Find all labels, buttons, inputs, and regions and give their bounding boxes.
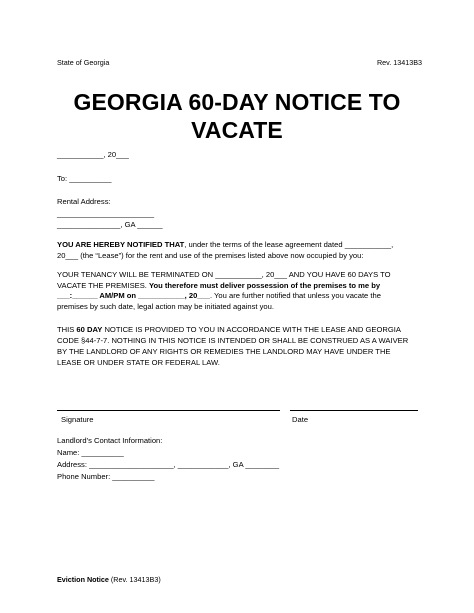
tenancy-line-4: premises by such date, legal action may be initiated against you. xyxy=(57,301,274,311)
rental-address-line-2: _______________, GA ______ xyxy=(57,219,163,229)
tenancy-line-2-bold: You therefore must deliver possession of the premises to me by xyxy=(149,280,381,290)
date-line: ___________, 20___ xyxy=(57,150,129,159)
notified-line-2: 20___ (the “Lease”) for the rent and use of the premises listed above now occupied by you: xyxy=(57,250,364,260)
footer-bold: Eviction Notice xyxy=(57,575,109,584)
clause-line-1-a: THIS xyxy=(57,325,77,334)
landlord-phone-line: Phone Number: __________ xyxy=(57,472,155,481)
tenancy-line-1: YOUR TENANCY WILL BE TERMINATED ON ___________, 20___ AND YOU HAVE 60 DAYS TO xyxy=(57,270,391,279)
footer-rest: (Rev. 13413B3) xyxy=(108,575,161,584)
signature-rule xyxy=(57,410,280,411)
header-revision: Rev. 13413B3 xyxy=(376,58,422,67)
clause-line-2: CODE §44-7-7. NOTHING IN THIS NOTICE IS INTENDED OR SHALL BE CONSTRUED AS A WAIVER xyxy=(57,336,409,345)
date-label: Date xyxy=(292,415,309,424)
rental-address-label: Rental Address: xyxy=(57,197,111,206)
tenancy-line-3 xyxy=(57,291,381,301)
date-rule xyxy=(290,410,418,411)
header-state: State of Georgia xyxy=(57,58,110,67)
clause-line-1 xyxy=(57,325,401,335)
clause-line-1-bold: 60 DAY xyxy=(76,325,103,334)
document-title-line-1: GEORGIA 60-DAY NOTICE TO xyxy=(73,89,401,115)
landlord-address-line: Address: ____________________, ____________, GA ________ xyxy=(57,460,280,469)
notified-line-1 xyxy=(57,240,393,250)
tenancy-line-3-bold: ___:______ AM/PM on ___________, 20___ xyxy=(57,291,210,300)
rental-address-line-1: _______________________ xyxy=(57,209,155,218)
footer xyxy=(57,575,161,584)
tenancy-line-2-normal: VACATE THE PREMISES. xyxy=(57,280,149,290)
clause-line-1-b: NOTICE IS PROVIDED TO YOU IN ACCORDANCE WITH THE LEASE AND GEORGIA xyxy=(102,325,401,334)
landlord-contact-label: Landlord’s Contact Information: xyxy=(57,436,163,445)
landlord-name-line: Name: __________ xyxy=(57,448,124,457)
document-title-line-2: VACATE xyxy=(191,117,283,143)
signature-label: Signature xyxy=(61,415,94,424)
to-line: To: __________ xyxy=(57,174,112,183)
notified-bold-lead: YOU ARE HEREBY NOTIFIED THAT xyxy=(57,240,185,249)
clause-line-4: LEASE OR UNDER STATE OR FEDERAL LAW. xyxy=(57,358,220,367)
clause-line-3: BY THE LANDLORD OF ANY RIGHTS OR REMEDIES THE LANDLORD MAY HAVE UNDER THE xyxy=(57,347,391,356)
tenancy-line-3-normal: . You are further notified that unless you vacate the xyxy=(209,291,381,300)
notified-line-1-rest: , under the terms of the lease agreement dated ___________, xyxy=(184,240,394,249)
tenancy-line-2 xyxy=(57,281,380,291)
